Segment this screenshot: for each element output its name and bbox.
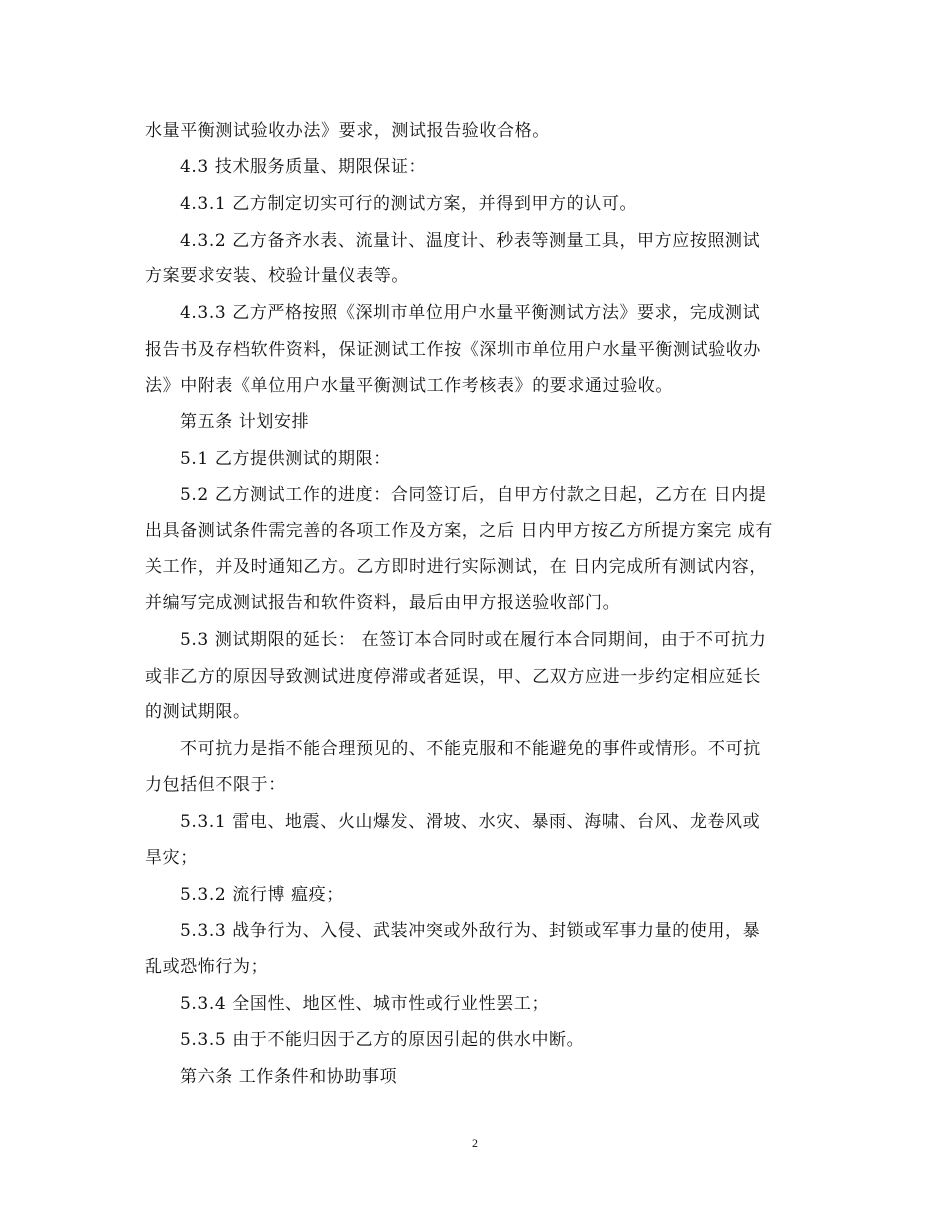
text-line: 不可抗力是指不能合理预见的、不能克服和不能避免的事件或情形。不可抗 bbox=[180, 739, 761, 759]
page-number: 2 bbox=[472, 1136, 478, 1150]
text-line: 4.3.2 乙方备齐水表、流量计、温度计、秒表等测量工具，甲方应按照测试 bbox=[180, 231, 761, 251]
text-line: 报告书及存档软件资料，保证测试工作按《深圳市单位用户水量平衡测试验收办 bbox=[145, 340, 761, 360]
text-line: 并编写完成测试报告和软件资料，最后由甲方报送验收部门。 bbox=[145, 593, 621, 613]
text-line: 5.3.3 战争行为、入侵、武装冲突或外敌行为、封锁或军事力量的使用，暴 bbox=[180, 921, 761, 941]
text-line: 5.3 测试期限的延长： 在签订本合同时或在履行本合同期间，由于不可抗力 bbox=[180, 630, 767, 650]
text-line: 出具备测试条件需完善的各项工作及方案，之后 日内甲方按乙方所提方案完 成有 bbox=[145, 521, 774, 541]
text-line: 法》中附表《单位用户水量平衡测试工作考核表》的要求通过验收。 bbox=[145, 376, 673, 396]
text-line: 力包括但不限于： bbox=[145, 775, 286, 795]
text-line: 或非乙方的原因导致测试进度停滞或者延误，甲、乙双方应进一步约定相应延长 bbox=[145, 667, 761, 687]
text-line: 5.3.2 流行博 瘟疫； bbox=[180, 885, 344, 905]
section-heading: 4.3 技术服务质量、期限保证： bbox=[180, 157, 427, 177]
text-line: 4.3.1 乙方制定切实可行的测试方案，并得到甲方的认可。 bbox=[180, 194, 638, 214]
text-line: 5.2 乙方测试工作的进度：合同签订后，自甲方付款之日起，乙方在 日内提 bbox=[180, 485, 767, 505]
text-line: 5.3.5 由于不能归因于乙方的原因引起的供水中断。 bbox=[180, 1030, 585, 1050]
text-line: 旱灾； bbox=[145, 848, 198, 868]
text-line: 5.3.1 雷电、地震、火山爆发、滑坡、水灾、暴雨、海啸、台风、龙卷风或 bbox=[180, 812, 761, 832]
text-line: 5.3.4 全国性、地区性、城市性或行业性罢工； bbox=[180, 994, 550, 1014]
text-line: 方案要求安装、校验计量仪表等。 bbox=[145, 266, 409, 286]
text-line: 的测试期限。 bbox=[145, 702, 251, 722]
text-line: 4.3.3 乙方严格按照《深圳市单位用户水量平衡测试方法》要求，完成测试 bbox=[180, 303, 761, 323]
article-heading: 第五条 计划安排 bbox=[180, 412, 310, 432]
text-line: 水量平衡测试验收办法》要求，测试报告验收合格。 bbox=[145, 121, 550, 141]
text-line: 5.1 乙方提供测试的期限： bbox=[180, 449, 391, 469]
article-heading: 第六条 工作条件和协助事项 bbox=[180, 1067, 398, 1087]
text-line: 关工作，并及时通知乙方。乙方即时进行实际测试，在 日内完成所有测试内容， bbox=[145, 557, 768, 577]
text-line: 乱或恐怖行为； bbox=[145, 957, 269, 977]
